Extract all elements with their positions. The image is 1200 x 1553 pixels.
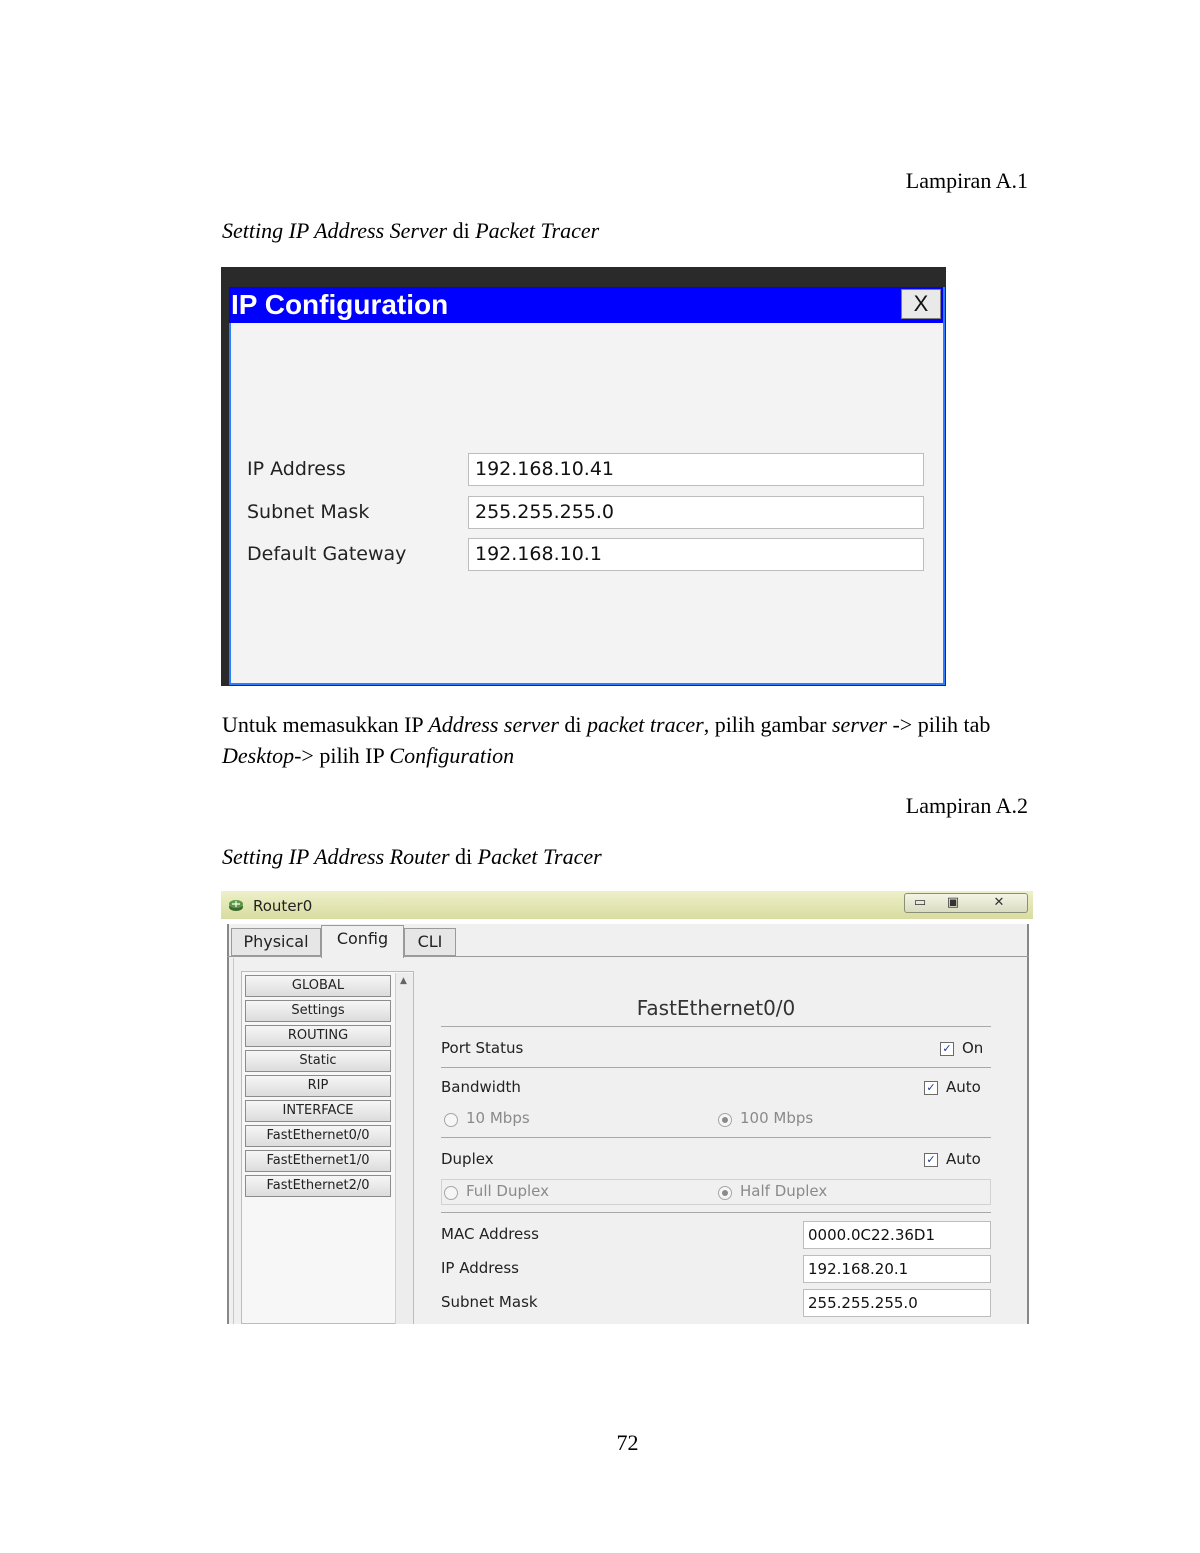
text-run: Packet Tracer — [477, 844, 602, 869]
sidebar-item-fastethernet2-0[interactable]: FastEthernet2/0 — [245, 1175, 391, 1197]
bandwidth-10mbps-radio[interactable] — [444, 1113, 458, 1127]
divider — [441, 1212, 991, 1213]
instruction-paragraph — [222, 709, 1032, 771]
sidebar-scrollbar[interactable] — [395, 973, 413, 1324]
half-duplex-label: Half Duplex — [740, 1182, 828, 1200]
bandwidth-label: Bandwidth — [441, 1078, 521, 1096]
ip-address-input[interactable]: 192.168.10.41 — [468, 453, 924, 486]
figure-caption-2 — [222, 844, 602, 870]
minimize-icon[interactable]: ▭ — [913, 895, 927, 910]
sidebar-item-rip[interactable]: RIP — [245, 1075, 391, 1097]
router-ip-address-input[interactable]: 192.168.20.1 — [803, 1255, 991, 1283]
duplex-label: Duplex — [441, 1150, 494, 1168]
sidebar-item-fastethernet0-0[interactable]: FastEthernet0/0 — [245, 1125, 391, 1147]
router-window-title: Router0 — [253, 897, 313, 915]
duplex-auto-checkbox[interactable]: ✓ — [924, 1153, 938, 1167]
port-status-label: Port Status — [441, 1039, 524, 1057]
full-duplex-label: Full Duplex — [466, 1182, 550, 1200]
text-run: Setting IP Address Server — [222, 218, 448, 243]
appendix-label-a1: Lampiran A.1 — [905, 168, 1028, 193]
figure-caption-1 — [222, 218, 599, 244]
bandwidth-auto-label: Auto — [946, 1078, 981, 1096]
mac-address-label: MAC Address — [441, 1225, 539, 1243]
sidebar-item-static[interactable]: Static — [245, 1050, 391, 1072]
full-duplex-radio[interactable] — [444, 1186, 458, 1200]
divider — [441, 1026, 991, 1027]
bandwidth-10mbps-label: 10 Mbps — [466, 1109, 530, 1127]
text-run: Setting IP Address Router — [222, 844, 450, 869]
text-run: di — [449, 844, 478, 869]
port-status-checkbox[interactable]: ✓ — [940, 1042, 954, 1056]
maximize-icon[interactable]: ▣ — [946, 895, 960, 910]
scroll-up-icon[interactable]: ▲ — [400, 976, 407, 986]
text-run: -> pilih tab — [886, 712, 991, 737]
default-gateway-input[interactable]: 192.168.10.1 — [468, 538, 924, 571]
text-run: packet tracer — [587, 712, 704, 737]
router-subnet-mask-label: Subnet Mask — [441, 1293, 538, 1311]
sidebar-item-interface[interactable]: INTERFACE — [245, 1100, 391, 1122]
close-icon[interactable]: ✕ — [993, 895, 1005, 910]
bandwidth-100mbps-radio[interactable] — [718, 1113, 732, 1127]
text-run: di — [558, 712, 588, 737]
tab-cli[interactable]: CLI — [404, 928, 456, 956]
ip-address-label: IP Address — [247, 458, 346, 480]
interface-heading: FastEthernet0/0 — [636, 996, 796, 1020]
ip-configuration-panel — [229, 287, 945, 685]
ip-configuration-title: IP Configuration — [231, 289, 449, 320]
text-run: -> pilih IP — [294, 743, 390, 768]
sidebar-item-settings[interactable]: Settings — [245, 1000, 391, 1022]
text-run: di — [447, 218, 476, 243]
sidebar-item-fastethernet1-0[interactable]: FastEthernet1/0 — [245, 1150, 391, 1172]
page-number: 72 — [616, 1430, 639, 1455]
tab-physical[interactable]: Physical — [231, 928, 321, 956]
tab-config[interactable]: Config — [321, 925, 404, 958]
duplex-auto-label: Auto — [946, 1150, 981, 1168]
divider — [441, 1067, 991, 1068]
bandwidth-auto-checkbox[interactable]: ✓ — [924, 1081, 938, 1095]
close-button[interactable]: X — [901, 289, 941, 319]
half-duplex-radio[interactable] — [718, 1186, 732, 1200]
sidebar-item-routing[interactable]: ROUTING — [245, 1025, 391, 1047]
appendix-label-a2: Lampiran A.2 — [905, 793, 1028, 818]
text-run: Packet Tracer — [475, 218, 600, 243]
text-run: , pilih gambar — [703, 712, 832, 737]
port-status-on-label: On — [962, 1039, 984, 1057]
default-gateway-label: Default Gateway — [247, 543, 407, 565]
text-run: Configuration — [389, 743, 515, 768]
text-run: Desktop — [222, 743, 295, 768]
sidebar-item-global[interactable]: GLOBAL — [245, 975, 391, 997]
config-sidebar — [241, 971, 414, 1324]
router-icon — [228, 898, 244, 912]
router-ip-address-label: IP Address — [441, 1259, 519, 1277]
divider — [441, 1137, 991, 1138]
text-run: Untuk memasukkan IP — [222, 712, 429, 737]
bandwidth-100mbps-label: 100 Mbps — [740, 1109, 814, 1127]
text-run: server — [832, 712, 887, 737]
mac-address-input[interactable]: 0000.0C22.36D1 — [803, 1221, 991, 1249]
text-run: Address server — [428, 712, 559, 737]
subnet-mask-label: Subnet Mask — [247, 501, 370, 523]
router-subnet-mask-input[interactable]: 255.255.255.0 — [803, 1289, 991, 1317]
subnet-mask-input[interactable]: 255.255.255.0 — [468, 496, 924, 529]
